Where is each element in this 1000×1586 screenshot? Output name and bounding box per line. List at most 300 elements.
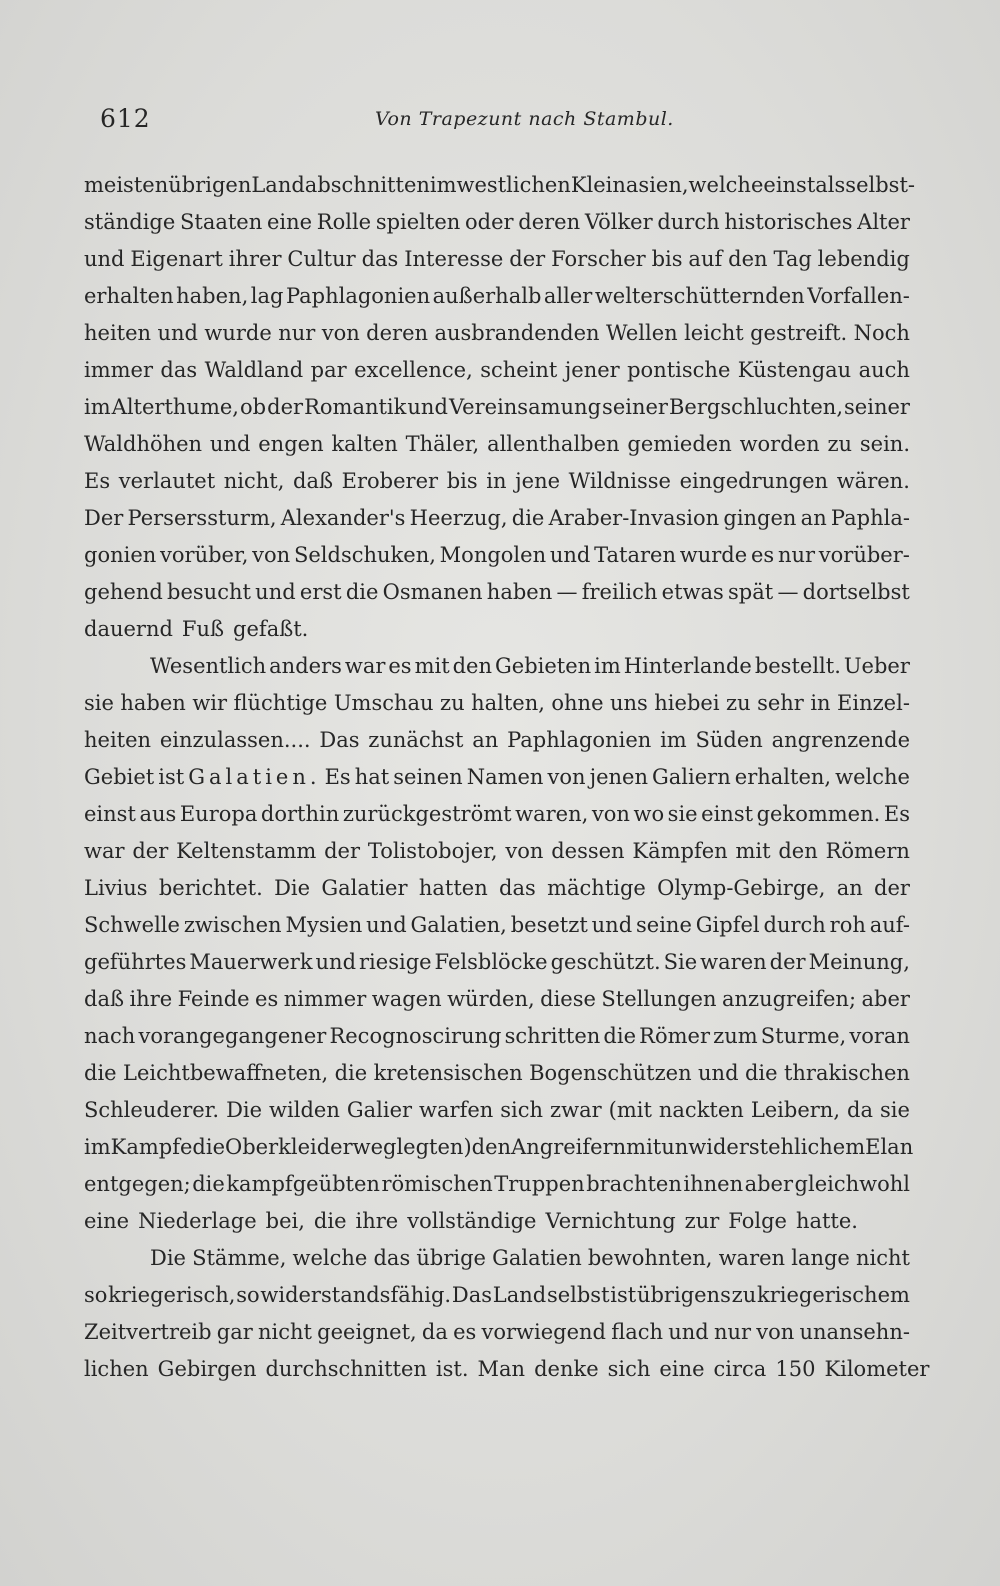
word: seiner	[602, 395, 668, 419]
word: dessen	[551, 839, 625, 863]
word: eine	[84, 1209, 130, 1233]
word: Tolistobojer,	[367, 839, 498, 863]
word: den	[728, 247, 768, 271]
word: eingedrungen	[679, 469, 829, 493]
word: es	[255, 987, 279, 1011]
word: Kämpfen	[632, 839, 728, 863]
word: Interesse	[404, 247, 504, 271]
word: diese	[540, 987, 596, 1011]
word: roh	[829, 913, 866, 937]
word: Leibern,	[750, 1098, 841, 1122]
word: der	[874, 876, 910, 900]
page-header	[100, 104, 900, 138]
word: zum	[713, 1024, 758, 1048]
word: Waldhöhen	[84, 432, 203, 456]
word: Kilometer	[824, 1357, 930, 1381]
word: zunächst	[368, 728, 464, 752]
text-line	[84, 204, 910, 241]
word: im	[84, 395, 111, 419]
word: der	[132, 839, 169, 863]
word: berichtet.	[158, 876, 263, 900]
word: Kampfe	[110, 1135, 193, 1159]
word: Galier	[346, 1098, 413, 1122]
word: die	[511, 506, 545, 530]
word: von	[591, 802, 630, 826]
word: sie	[84, 691, 114, 715]
word: Wildnisse	[568, 469, 671, 493]
word: Mongolen	[439, 543, 547, 567]
word: flach	[611, 1320, 664, 1344]
word: aber	[861, 987, 910, 1011]
word: nur	[777, 543, 816, 567]
word: freilich	[581, 580, 658, 604]
word: anders	[269, 654, 342, 678]
word: mit	[626, 1135, 662, 1159]
word: haben	[120, 691, 186, 715]
word: Araber-Invasion	[548, 506, 720, 530]
text-line	[84, 1277, 910, 1314]
word: zurückgeströmt	[342, 802, 512, 826]
text-line	[84, 426, 910, 463]
word: die	[345, 580, 379, 604]
word: Land	[492, 1283, 547, 1307]
word: nur	[278, 321, 316, 345]
word: seinen	[393, 765, 463, 789]
word: Bergschluchten,	[669, 395, 843, 419]
word: Alexander's	[280, 506, 406, 530]
word: Forscher	[551, 247, 646, 271]
word: den	[452, 654, 493, 678]
word: immer	[84, 358, 154, 382]
word: ausbrandenden	[434, 321, 600, 345]
word: seiner	[844, 395, 910, 419]
word: sich	[500, 1098, 544, 1122]
word: denke	[534, 1357, 599, 1381]
word: Recognoscirung	[329, 1024, 502, 1048]
word: zu	[731, 1283, 757, 1307]
word: ist.	[435, 1357, 469, 1381]
word: thrakischen	[783, 1061, 910, 1085]
word: Ueber	[843, 654, 910, 678]
word: nackten	[658, 1098, 744, 1122]
word: Mauerwerk	[189, 950, 313, 974]
word: gefaßt.	[233, 617, 309, 641]
word: vorüber-	[818, 543, 910, 567]
word: aller	[543, 284, 593, 308]
word: Vernichtung	[545, 1209, 676, 1233]
word: Galiern	[652, 765, 731, 789]
word: angrenzende	[771, 728, 910, 752]
word: uns	[609, 691, 648, 715]
word: mit	[735, 839, 771, 863]
word: Noch	[853, 321, 910, 345]
word: Cultur	[287, 247, 356, 271]
word: das	[160, 358, 198, 382]
word: nach	[84, 1024, 136, 1048]
word: Vereinsamung	[448, 395, 602, 419]
word: als	[815, 173, 846, 197]
word: Tataren	[594, 543, 676, 567]
word: von	[321, 321, 360, 345]
word: aber	[744, 1172, 794, 1196]
word: dauernd	[84, 617, 173, 641]
word: von	[547, 765, 586, 789]
word: Schleuderer.	[84, 1098, 220, 1122]
word: die	[603, 1024, 637, 1048]
word: verlautet	[118, 469, 216, 493]
text-line	[84, 352, 910, 389]
text-line	[84, 463, 910, 500]
word: deren	[366, 321, 429, 345]
word: es	[453, 1320, 477, 1344]
word: übrige	[416, 1246, 486, 1270]
word: Gebieten	[494, 654, 592, 678]
word: unwiderstehlichem	[661, 1135, 866, 1159]
word: es	[750, 543, 775, 567]
word: Man	[477, 1357, 526, 1381]
word: par	[310, 358, 347, 382]
word: und	[549, 543, 591, 567]
word: Die	[226, 1098, 263, 1122]
paragraph	[84, 1240, 930, 1388]
word: übrigen	[168, 173, 252, 197]
word: circa	[713, 1357, 767, 1381]
word: Kleinasien,	[570, 173, 689, 197]
word: außerhalb	[432, 284, 542, 308]
word: das	[373, 1246, 411, 1270]
word: Römer	[639, 1024, 710, 1048]
word: mächtige	[547, 876, 646, 900]
word: jene	[515, 469, 561, 493]
word: gingen	[723, 506, 797, 530]
word: Galatier	[321, 876, 408, 900]
word: sie	[667, 802, 698, 826]
word: welche	[688, 173, 764, 197]
word: und	[255, 580, 296, 604]
word: dorthin	[260, 802, 340, 826]
word: hiebei	[654, 691, 720, 715]
word: so	[236, 1283, 260, 1307]
word: im	[594, 654, 621, 678]
word: seine	[636, 913, 692, 937]
word: der	[769, 950, 806, 974]
text-line	[84, 944, 910, 981]
word: einst	[701, 802, 754, 826]
word: Felsblöcke	[434, 950, 548, 974]
word: schritten	[504, 1024, 601, 1048]
word: hatten	[418, 876, 488, 900]
word: Europa	[179, 802, 258, 826]
word: die	[192, 1135, 225, 1159]
word: Galatien	[492, 1246, 582, 1270]
word: pontische	[627, 358, 731, 382]
word: Süden	[695, 728, 763, 752]
word: daß	[293, 469, 334, 493]
word: Die	[274, 876, 311, 900]
word: lebendig	[817, 247, 910, 271]
word: gemieden	[627, 432, 732, 456]
word: gleichwohl	[794, 1172, 910, 1196]
word: Waldland	[204, 358, 304, 382]
word: von	[252, 543, 291, 567]
word: meisten	[84, 173, 169, 197]
word: einzulassen....	[159, 728, 311, 752]
word: Feinde	[177, 987, 250, 1011]
word: Das	[319, 728, 360, 752]
word: worden	[739, 432, 820, 456]
word: zu	[827, 432, 853, 456]
word: Mysien	[285, 913, 363, 937]
word: auf-	[869, 913, 910, 937]
word: leicht	[684, 321, 744, 345]
word: im	[84, 1135, 111, 1159]
word: welche	[292, 1246, 368, 1270]
word: wilden	[269, 1098, 340, 1122]
word: sehr	[757, 691, 804, 715]
word: Osmanen	[382, 580, 483, 604]
word: wo	[633, 802, 665, 826]
text-line	[84, 1129, 914, 1166]
word: sie	[879, 1098, 910, 1122]
word: an	[800, 506, 827, 530]
word: kretensischen	[373, 1061, 523, 1085]
text-line	[84, 1240, 910, 1277]
word: ohne	[551, 691, 604, 715]
word: gekommen.	[756, 802, 881, 826]
word: einst	[763, 173, 816, 197]
word: dortselbst	[802, 580, 910, 604]
word: Küstengau	[737, 358, 852, 382]
word: jener	[564, 358, 620, 382]
word: Landabschnitten	[251, 173, 430, 197]
word: Vorfallen-	[807, 284, 910, 308]
word: spielten	[375, 210, 461, 234]
word: in	[486, 469, 507, 493]
text-line	[84, 611, 910, 648]
word: historisches	[724, 210, 853, 234]
word: Der	[84, 506, 124, 530]
word: vollständige	[407, 1209, 537, 1233]
word: weglegten)	[352, 1135, 472, 1159]
text-line	[84, 1092, 910, 1129]
text-line	[84, 1018, 910, 1055]
word: vorüber,	[160, 543, 249, 567]
word: haben,	[176, 284, 249, 308]
word: war	[344, 654, 386, 678]
word: den	[471, 1135, 512, 1159]
word: im	[429, 173, 457, 197]
word: Wellen	[605, 321, 678, 345]
word: excellence,	[354, 358, 473, 382]
word: Gebiet	[84, 765, 155, 789]
text-line	[84, 389, 910, 426]
text-line	[84, 500, 910, 537]
word: entgegen;	[84, 1172, 191, 1196]
word: Das	[451, 1283, 492, 1307]
running-title: Von Trapezunt nach Stambul.	[375, 108, 674, 130]
text-line	[84, 870, 910, 907]
text-line	[84, 167, 915, 204]
word: Eigenart	[130, 247, 223, 271]
paragraph	[84, 648, 914, 1240]
word: ihrer	[228, 247, 282, 271]
word: ob	[240, 395, 267, 419]
word: Tag	[773, 247, 812, 271]
word: Zeitvertreib	[84, 1320, 212, 1344]
text-line	[84, 537, 910, 574]
word: nimmer	[283, 987, 367, 1011]
word: anzugreifen;	[721, 987, 857, 1011]
word: Perserssturm,	[127, 506, 277, 530]
word: selbst-	[845, 173, 915, 197]
text-line	[84, 574, 910, 611]
word: scheint	[480, 358, 558, 382]
word: Stellungen	[601, 987, 717, 1011]
word: zwischen	[183, 913, 282, 937]
word: brachten	[586, 1172, 682, 1196]
word: Truppen	[494, 1172, 585, 1196]
word: und	[591, 913, 633, 937]
word: Leichtbewaffneten,	[123, 1061, 329, 1085]
word: selbst	[546, 1283, 610, 1307]
word: bis	[446, 469, 478, 493]
word: Einzel-	[837, 691, 910, 715]
word: geeignet,	[317, 1320, 417, 1344]
word: von	[505, 839, 544, 863]
word: heiten	[84, 321, 152, 345]
word: an	[836, 876, 863, 900]
word: würden,	[447, 987, 535, 1011]
word: Namen	[466, 765, 544, 789]
word: wagen	[371, 987, 442, 1011]
word: und	[315, 950, 357, 974]
word: waren	[700, 950, 767, 974]
word: nicht	[855, 1246, 910, 1270]
word: nur	[713, 1320, 752, 1344]
word: erst	[299, 580, 342, 604]
word: Eroberer	[341, 469, 439, 493]
word: gonien	[84, 543, 157, 567]
word: geschützt.	[550, 950, 661, 974]
word: waren	[718, 1246, 786, 1270]
text-line	[84, 648, 910, 685]
word: der	[324, 839, 361, 863]
word: Meinung,	[808, 950, 910, 974]
word: Staaten	[180, 210, 263, 234]
word: lag	[250, 284, 284, 308]
word: da	[421, 1320, 448, 1344]
text-line	[84, 1351, 930, 1388]
word: Thäler,	[405, 432, 480, 456]
text-line	[84, 981, 910, 1018]
word: deren	[518, 210, 581, 234]
text-line	[84, 1166, 910, 1203]
word: die	[192, 1172, 225, 1196]
word: Galatien,	[410, 913, 507, 937]
word: Heerzug,	[409, 506, 508, 530]
word: im	[660, 728, 687, 752]
word: ihre	[355, 1209, 399, 1233]
word: von	[756, 1320, 795, 1344]
text-line	[84, 907, 910, 944]
word: gehend	[84, 580, 163, 604]
word: eine	[266, 210, 313, 234]
word: Elan	[865, 1135, 914, 1159]
word: auf	[688, 247, 723, 271]
word: westlichen	[456, 173, 571, 197]
word: Paphla-	[830, 506, 910, 530]
word: Rolle	[316, 210, 372, 234]
word: Keltenstamm	[176, 839, 317, 863]
word: (mit	[608, 1098, 652, 1122]
word: Es	[883, 802, 910, 826]
word: und	[84, 247, 125, 271]
word: durch	[763, 913, 826, 937]
word: Galatien.	[188, 765, 321, 789]
word: vorangegangener	[138, 1024, 327, 1048]
word: Bogenschützen	[529, 1061, 692, 1085]
word: Folge	[728, 1209, 787, 1233]
word: Oberkleider	[225, 1135, 353, 1159]
word: lange	[791, 1246, 850, 1270]
text-line	[84, 315, 910, 352]
word: unansehn-	[799, 1320, 910, 1344]
word: einst	[84, 802, 136, 826]
word: Seldschuken,	[293, 543, 436, 567]
word: den	[778, 839, 818, 863]
word: Livius	[84, 876, 148, 900]
word: eine	[659, 1357, 705, 1381]
word: engen	[258, 432, 324, 456]
word: und	[209, 432, 251, 456]
word: lichen	[84, 1357, 149, 1381]
word: —	[556, 580, 578, 604]
word: Es	[324, 765, 351, 789]
text-line	[84, 241, 910, 278]
word: spät	[728, 580, 774, 604]
word: Angreifern	[511, 1135, 627, 1159]
word: und	[366, 913, 407, 937]
word: haben	[486, 580, 553, 604]
word: welterschütternden	[594, 284, 805, 308]
word: die	[334, 1061, 368, 1085]
word: wir	[192, 691, 228, 715]
word: ist	[158, 765, 185, 789]
text-line	[84, 1055, 910, 1092]
word: geführtes	[84, 950, 187, 974]
word: Paphlagonien	[285, 284, 431, 308]
word: Olymp-Gebirge,	[657, 876, 826, 900]
word: erhalten	[84, 284, 174, 308]
word: zur	[684, 1209, 720, 1233]
word: durchschnitten	[265, 1357, 427, 1381]
word: wären.	[836, 469, 910, 493]
word: flüchtige	[233, 691, 328, 715]
word: zu	[440, 691, 465, 715]
word: ist	[610, 1283, 637, 1307]
word: so	[84, 1283, 108, 1307]
text-line	[84, 759, 910, 796]
word: war	[84, 839, 125, 863]
text-line	[84, 833, 910, 870]
word: jenen	[589, 765, 648, 789]
word: etwas	[661, 580, 724, 604]
word: besucht	[167, 580, 251, 604]
word: 150	[775, 1357, 816, 1381]
text-line	[84, 1203, 910, 1240]
word: allenthalben	[487, 432, 620, 456]
word: und	[698, 1061, 739, 1085]
